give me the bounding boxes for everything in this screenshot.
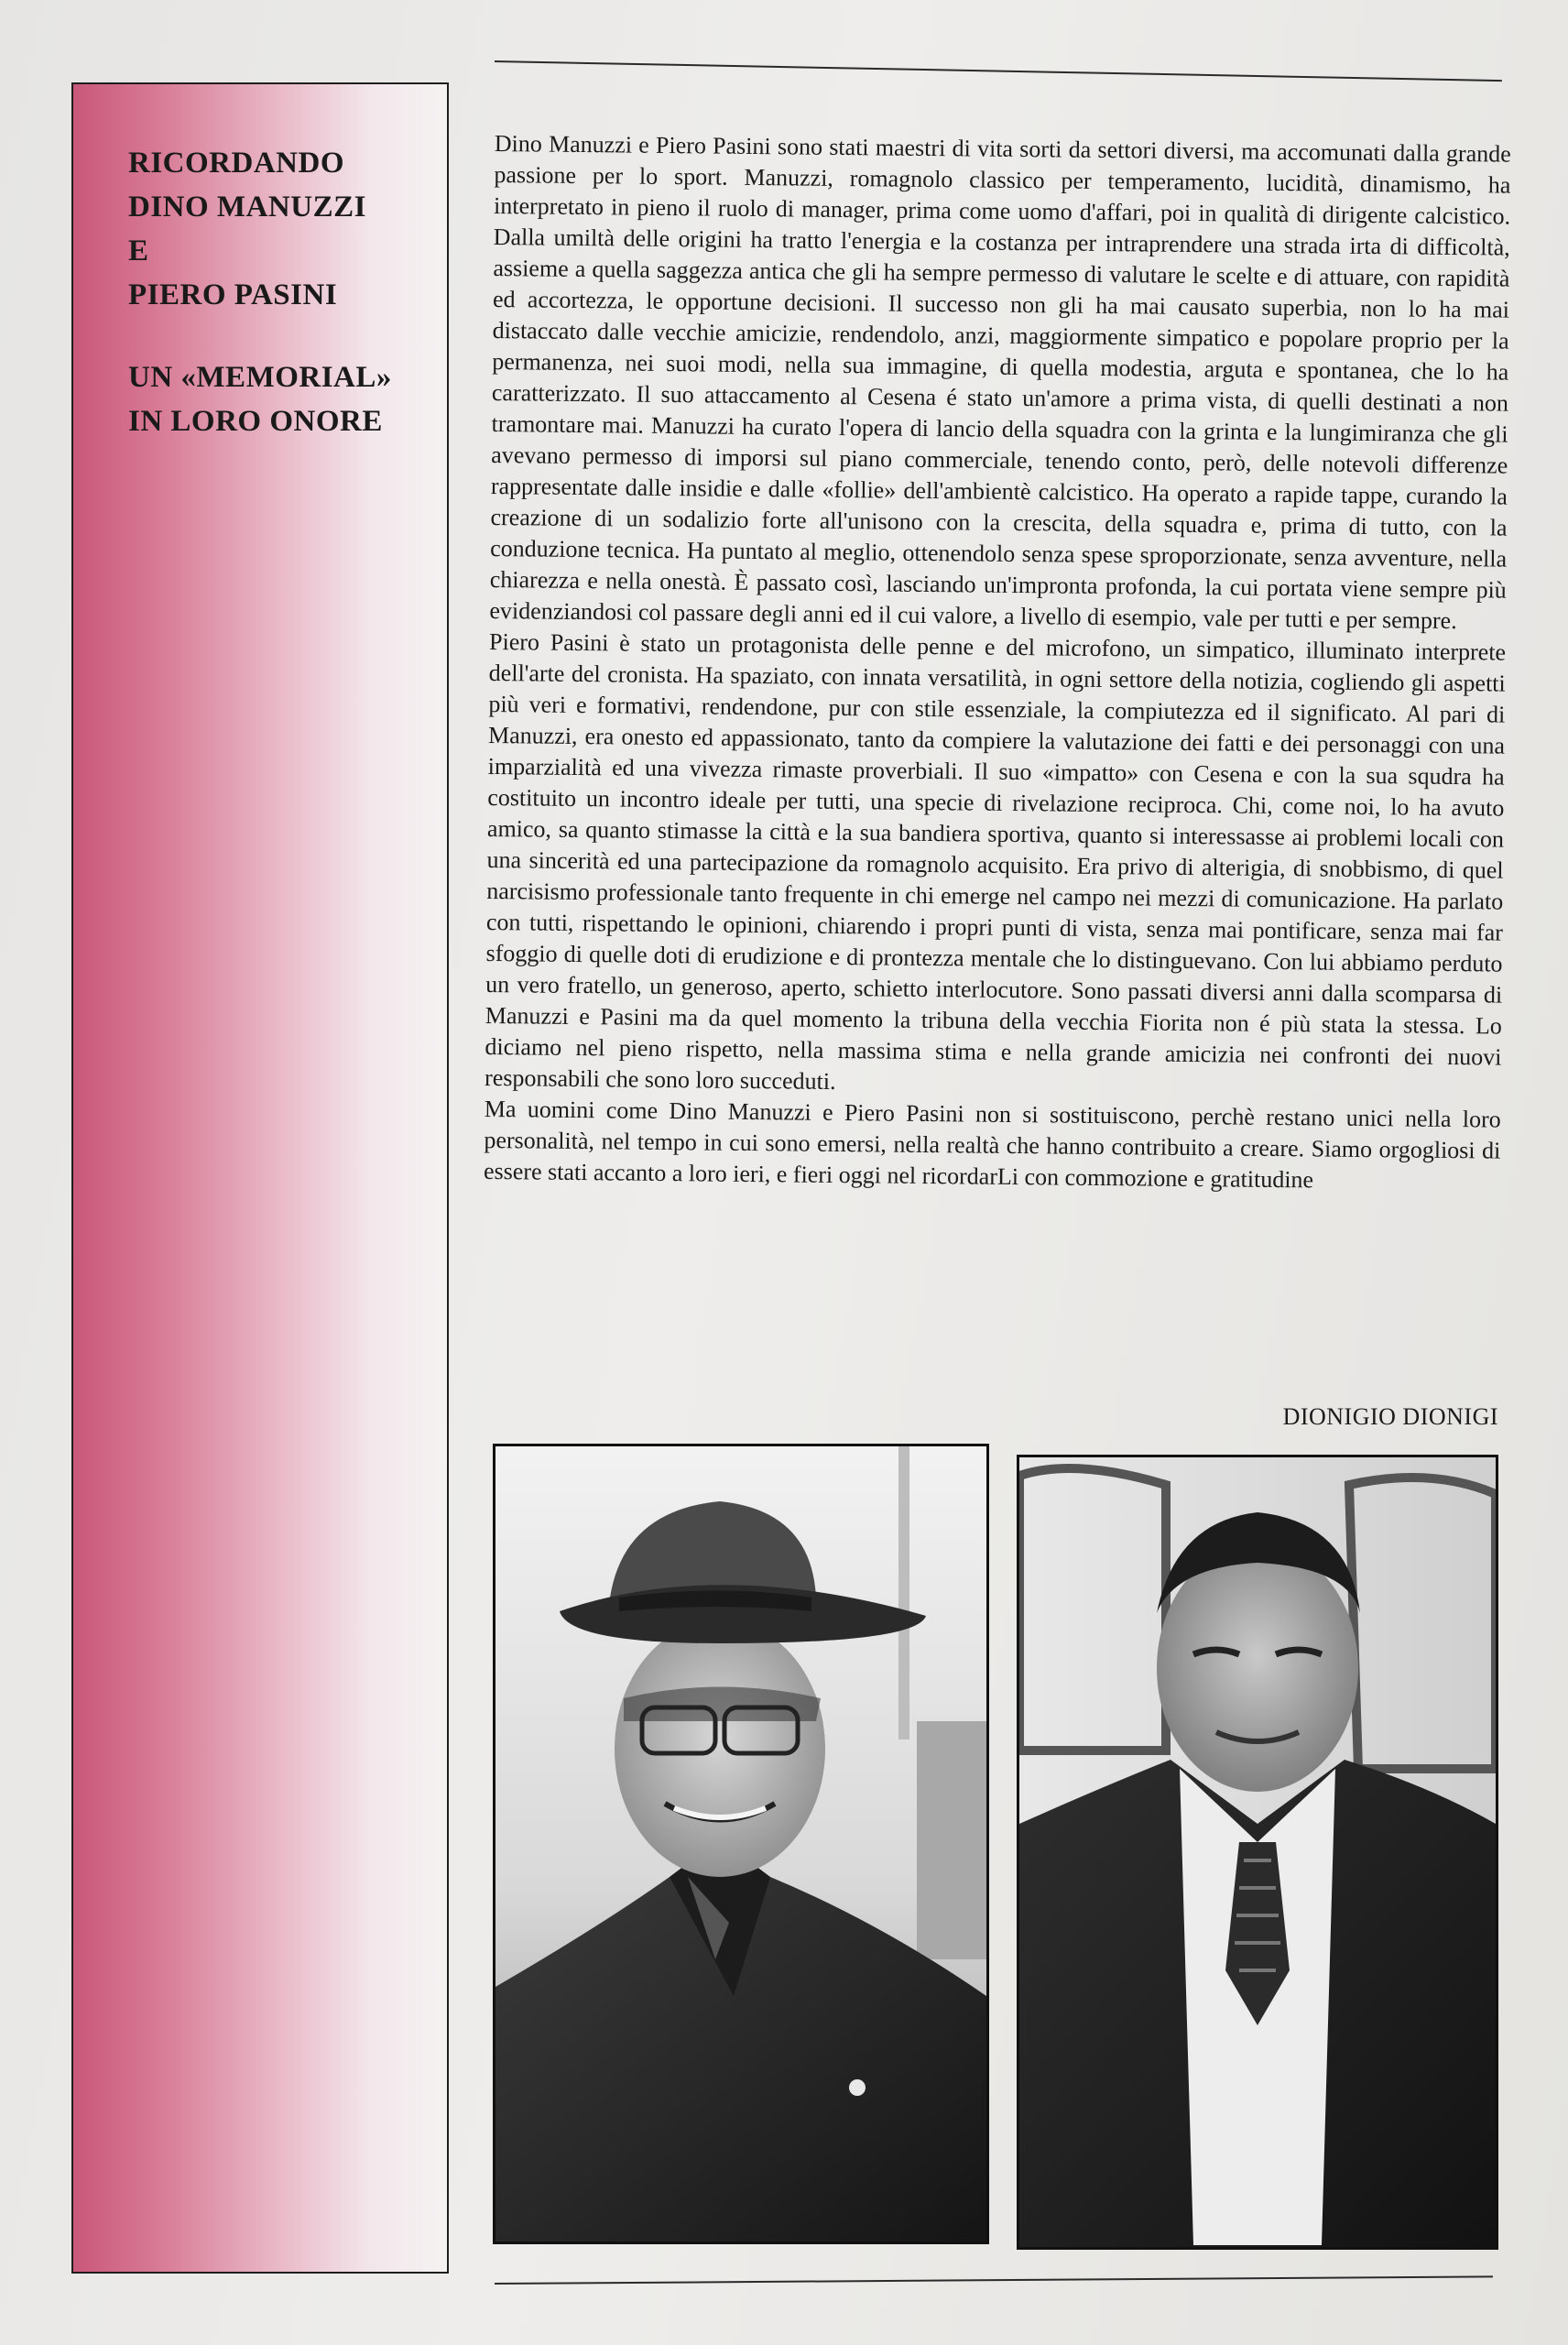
article-body <box>484 128 1511 1198</box>
sidebar-subtitle <box>128 355 392 443</box>
title-line: RICORDANDO <box>128 147 344 180</box>
subtitle-line: UN «MEMORIAL» <box>128 361 392 394</box>
sidebar-title <box>128 141 366 317</box>
photo-man-in-suit <box>1017 1455 1498 2250</box>
top-divider <box>495 60 1502 82</box>
author-signature: DIONIGIO DIONIGI <box>1282 1403 1498 1430</box>
portrait-hat-image <box>495 1446 986 2241</box>
article-paragraph: Ma uomini come Dino Manuzzi e Piero Pasini non si sostituiscono, perchè restano unici nella loro personalità, nel tempo in cui sono emersi, nella realtà che hanno contribuito a creare. Siamo orgogliosi di essere stati accanto a loro ieri, e fieri oggi nel ricordarLi con commozione e gratitudine <box>483 1095 1501 1194</box>
portrait-suit-image <box>1019 1457 1496 2247</box>
sidebar-panel <box>71 82 449 2274</box>
photo-man-in-hat <box>493 1444 989 2244</box>
title-line: DINO MANUZZI <box>128 191 366 224</box>
title-line: E <box>128 234 149 267</box>
article-paragraph: Piero Pasini è stato un protagonista delle penne e del microfono, un simpatico, illuminato interprete dell'arte del cronista. Ha spaziato, con innata versatilità, in ogni settore della notizia, cogliendo gli aspetti più veri e formativi, rendendone, pur con stile essenziale, la compiutezza ed il significato. Al pari di Manuzzi, era onesto ed appassionato, tanto da compiere la valutazione dei fatti e dei personaggi con una imparzialità ed una vivezza rimaste proverbiali. Il suo «impatto» con Cesena e con la sua squdra ha costituito un incontro ideale per tutti, una specie di rivelazione reciproca. Chi, come noi, lo ha avuto amico, sa quanto stimasse la città e la sua bandiera sportiva, quanto si interessasse ai problemi locali con una sincerità ed una partecipazione da romagnolo acquisito. Era privo di alterigia, di snobbismo, di quel narcisismo professionale tanto frequente in chi emerge nel campo nei mezzi di comunicazione. Ha parlato con tutti, rispettando le opinioni, chiarendo i propri punti di vista, senza mai pontificare, senza mai far sfoggio di quelle doti di erudizione e di prontezza mentale che lo distinguevano. Con lui abbiamo perduto un vero fratello, un generoso, aperto, schietto interlocutore. Sono passati diversi anni dalla scomparsa di Manuzzi e Pasini ma da quel momento la tribuna della vecchia Fiorita non é più stata la stessa. Lo diciamo nel pieno rispetto, nella massima stima e nella grande amicizia nei confronti dei nuovi responsabili che sono loro succeduti. <box>484 627 1507 1095</box>
title-line: PIERO PASINI <box>128 278 338 311</box>
subtitle-line: IN LORO ONORE <box>128 405 383 438</box>
bottom-divider <box>495 2275 1493 2285</box>
article-paragraph: Dino Manuzzi e Piero Pasini sono stati maestri di vita sorti da settori diversi, ma accomunati dalla grande passione per lo sport. Manuzzi, romagnolo classico per temperamento, lucidità, dinamismo, ha interpretato in pieno il ruolo di manager, prima come uomo d'affari, poi in qualità di dirigente calcistico. Dalla umiltà delle origini ha tratto l'energia e la costanza per intraprendere una strada irta di difficoltà, assieme a quella saggezza antica che gli ha sempre permesso di valutare le scelte e di attuare, con rapidità ed accortezza, le opportune decisioni. Il successo non gli ha mai causato superbia, non lo ha mai distaccato dalle vecchie amicizie, rendendolo, anzi, maggiormente simpatico e popolare proprio per la permanenza, nei suoi modi, nella sua immagine, di quella modestia, arguta e spontanea, che lo ha caratterizzato. Il suo attaccamento al Cesena é stato un'amore a prima vista, di quelli destinati a non tramontare mai. Manuzzi ha curato l'opera di lancio della squadra con la grinta e la lungimiranza che gli avevano permesso di imporsi sul piano commerciale, tenendo conto, però, delle notevoli differenze rappresentate dalle insidie e dalle «follie» dell'ambientè calcistico. Ha operato a rapide tappe, curando la creazione di un sodalizio forte all'unisono con la crescita, della squadra e, prima di tutto, con la conduzione tecnica. Ha puntato al meglio, ottenendolo senza spese sproporzionate, senza avventure, nella chiarezza e nella onestà. È passato così, lasciando un'impronta profonda, la cui portata viene sempre più evidenziandosi col passare degli anni ed il cui valore, a livello di esempio, vale per tutti e per sempre. <box>489 129 1511 635</box>
